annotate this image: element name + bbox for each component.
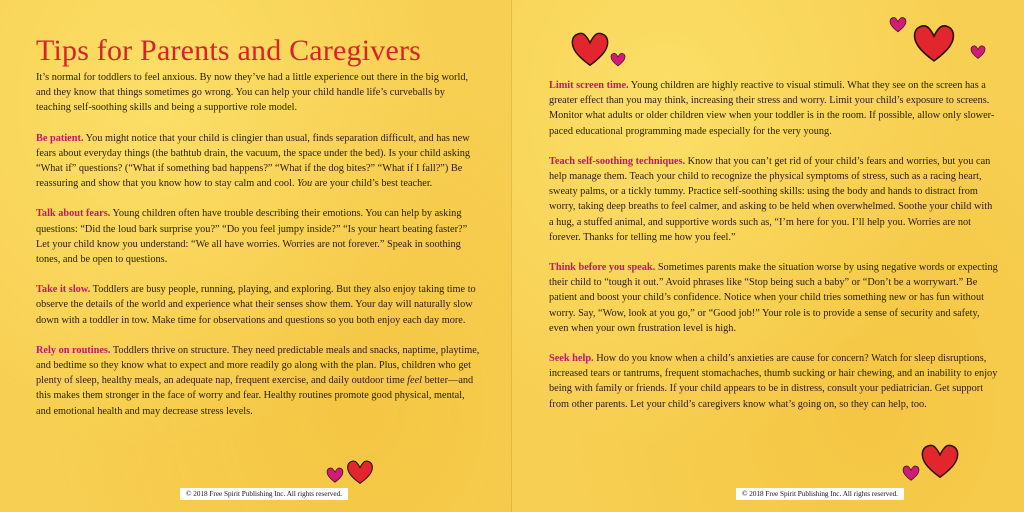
tip-text: Young children are highly reactive to visual stimuli. What they see on the screen has a greater effect than you may think, increasing their stress and worry. Limit your child’s exposure to screens. Monitor what adults or older children view when your toddler is in the room. If possible, allow only slower-paced educational programming made especially for the very young. [549, 80, 995, 137]
heart-icon [326, 466, 344, 484]
tip-text: How do you know when a child’s anxieties are cause for concern? Watch for sleep disruptions, increased tears or tantrums, frequent stomachaches, thumb sucking or hair chewing, and an inability to enjoy being with family or friends. If your child appears to be in distress, consult your pediatrician. Get support from other parents. Let your child’s caregivers know what’s going on, so they can help, too. [549, 353, 998, 410]
tip-paragraph [36, 206, 481, 267]
tip-heading: Think before you speak. [549, 262, 656, 274]
tip-heading: Seek help. [549, 353, 594, 365]
tip-text: You might notice that your child is clingier than usual, finds separation difficult, and has new fears about everyday things (the bathtub drain, the vacuum, the space under the bed). Is your child asking “What if” questions? (“What if something bad happens?” “What if the dog bites?” “What if I fall?”) Be reassuring and show that you know how to stay calm and cool. [36, 132, 471, 190]
tip-heading: Take it slow. [36, 284, 91, 296]
copyright-notice: © 2018 Free Spirit Publishing Inc. All rights reserved. [736, 488, 904, 500]
tip-paragraph [36, 131, 481, 192]
right-column [549, 78, 999, 427]
heart-icon [570, 30, 610, 68]
left-column [36, 70, 481, 434]
tip-heading: Limit screen time. [549, 80, 629, 91]
tip-emphasis: You [297, 178, 313, 190]
tip-heading: Be patient. [36, 132, 84, 144]
heart-icon [889, 16, 907, 33]
tip-heading: Teach self-soothing techniques. [549, 155, 686, 167]
tip-emphasis: feel [407, 375, 423, 387]
tip-text: Young children often have trouble describing their emotions. You can help by asking questions: “Did the loud bark surprise you?” “Do you feel jumpy inside?” “Is your heart beating faster?” Let your child know you understand: “We all have worries. Worries are not forever.” Speak in soothing tones, and be open to questions. [36, 208, 468, 266]
tip-heading: Talk about fears. [36, 208, 111, 220]
tip-paragraph [36, 343, 481, 419]
tip-text: Toddlers thrive on structure. They need predictable meals and snacks, naptime, playtime, and bedtime so they know what to expect and more readily go along with the plan. Plus, children who get plenty of sleep, healthy meals, an adequate nap, frequent exercise, and daily outdoor time [36, 344, 480, 387]
page-title: Tips for Parents and Caregivers [36, 34, 422, 67]
tip-paragraph [549, 154, 999, 245]
tip-paragraph [549, 260, 999, 336]
tip-paragraph [549, 351, 999, 412]
copyright-notice: © 2018 Free Spirit Publishing Inc. All rights reserved. [180, 488, 348, 500]
tip-text: Sometimes parents make the situation worse by using negative words or expecting their child to “tough it out.” Avoid phrases like “Stop being such a baby” or “Don’t be a worrywart.” Be patient and boost your child’s confidence. Notice when your child tries something new or has fun without worry. Say, “Wow, look at you go,” or “Good job!” Your role is to provide a sense of security and safety, even when your own frustration level is high. [549, 262, 998, 334]
tip-paragraph [549, 78, 999, 139]
heart-icon [970, 44, 986, 60]
tip-heading: Rely on routines. [36, 344, 111, 356]
right-page [512, 0, 1024, 512]
tip-text: Toddlers are busy people, running, playing, and exploring. But they also enjoy taking time to observe the details of the world and experience what their senses show them. Your day will naturally slow down with a toddler in tow. Make time for observations and questions so you both enjoy each day more. [36, 284, 476, 326]
tip-text: are your child’s best teacher. [312, 178, 433, 190]
heart-icon [920, 442, 960, 480]
heart-icon [912, 22, 956, 64]
tip-paragraph [36, 282, 481, 328]
intro-paragraph: It’s normal for toddlers to feel anxious. By now they’ve had a little experience out there in the big world, and they know that things sometimes go wrong. You can help your child handle life’s curveballs by teaching self-soothing skills and being a supportive role model. [36, 72, 469, 114]
heart-icon [610, 52, 626, 67]
heart-icon [902, 464, 920, 482]
heart-icon [346, 458, 374, 486]
tip-text: better—and this makes them stronger in the face of worry and fear. Healthy routines promote good physical, mental, and emotional health and may decrease stress levels. [36, 375, 474, 417]
tip-text: Know that you can’t get rid of your child’s fears and worries, but you can help manage them. Teach your child to recognize the physical symptoms of stress, such as a racing heart, sweaty palms, or a tickly tummy. Practice self-soothing skills: using the body and hands to distract from worry, taking deep breaths to feel calmer, and asking to be held when overwhelmed. Soothe your child with a hug, a stuffed animal, and supportive words such as, “I’m here for you. I’ll help you. Worries are not forever. Thanks for telling me how you feel.” [549, 155, 993, 243]
